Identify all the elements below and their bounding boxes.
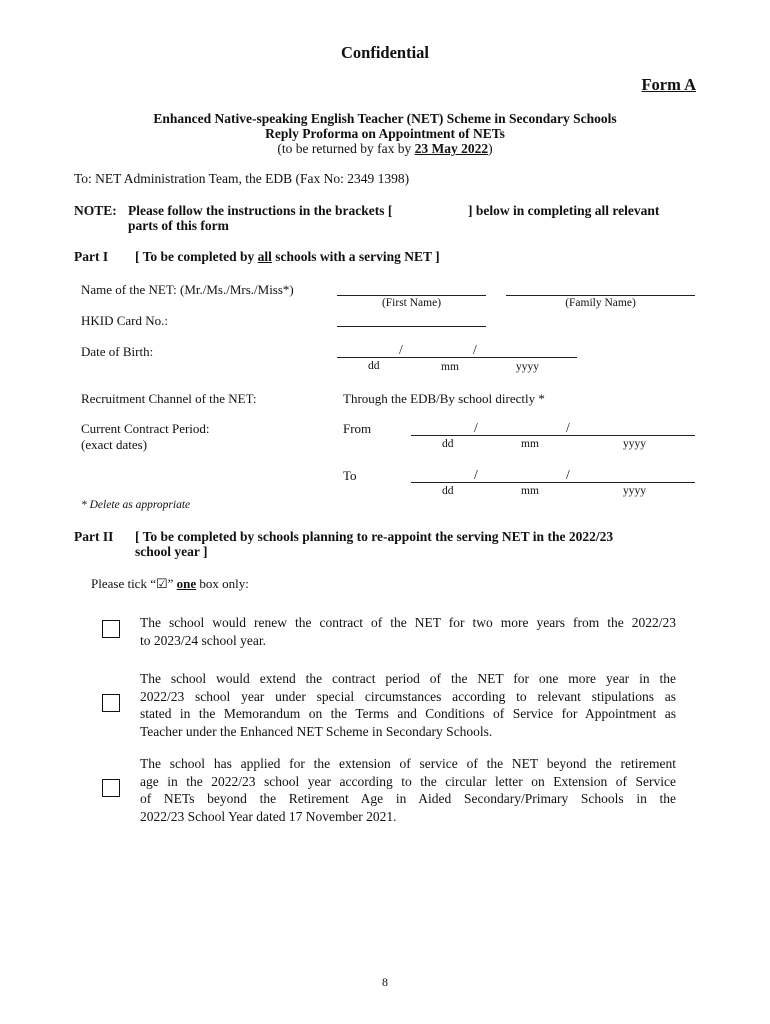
option-2-line-3: stated in the Memorandum on the Terms and Conditions of Service for Appointment as: [140, 706, 676, 721]
option-3-text: [140, 755, 676, 825]
dob-field[interactable]: [337, 357, 577, 358]
tick-instruction-em: one: [176, 576, 197, 591]
to-line: To: NET Administration Team, the EDB (Fax No: 2349 1398): [74, 171, 410, 186]
from-yyyy: yyyy: [623, 438, 646, 450]
option-3-line-2: age in the 2022/23 school year according to the circular letter on Extension of Service: [140, 773, 676, 789]
family-name-caption: (Family Name): [565, 297, 636, 309]
part1-heading: [135, 249, 440, 265]
to-yyyy: yyyy: [623, 485, 646, 497]
page-number: 8: [382, 975, 388, 989]
from-slash-2: /: [566, 420, 570, 435]
recruit-value[interactable]: Through the EDB/By school directly *: [343, 391, 545, 406]
first-name-field[interactable]: [337, 295, 486, 296]
to-slash-1: /: [474, 467, 478, 482]
contract-label: Current Contract Period:: [81, 421, 210, 436]
from-mm: mm: [521, 438, 539, 450]
option-2-line-4: Teacher under the Enhanced NET Scheme in Secondary Schools.: [140, 723, 493, 739]
note-text-a: Please follow the instructions in the brackets [: [128, 203, 393, 218]
from-date-field[interactable]: [411, 435, 695, 436]
to-mm: mm: [521, 485, 539, 497]
contract-sub: (exact dates): [81, 437, 148, 452]
option-2-line-1: The school would extend the contract period of the NET for one more year in the: [140, 671, 676, 686]
dob-dd: dd: [368, 360, 380, 372]
part1-label: Part I: [74, 249, 109, 264]
to-date-field[interactable]: [411, 482, 695, 483]
return-by-text: (to be returned by fax by: [277, 141, 415, 156]
part1-heading-em: all: [257, 249, 272, 264]
option-2-checkbox[interactable]: [102, 694, 120, 712]
option-3-line-1: The school has applied for the extension of service of the NET beyond the retirement: [140, 756, 676, 771]
option-1-text: [140, 614, 676, 649]
title-line-2: Reply Proforma on Appointment of NETs: [265, 126, 505, 141]
hkid-label: HKID Card No.:: [81, 313, 169, 328]
hkid-field[interactable]: [337, 326, 486, 327]
title-line-3: [0, 141, 770, 157]
confidential-heading: Confidential: [340, 43, 429, 62]
form-label: Form A: [641, 75, 696, 94]
from-slash-1: /: [474, 420, 478, 435]
dob-mm: mm: [441, 361, 459, 373]
option-2-text: [140, 670, 676, 740]
dob-slash-1: /: [399, 342, 403, 357]
part2-heading-line-1: [ To be completed by schools planning to re-appoint the serving NET in the 2022/23: [135, 529, 614, 544]
part1-heading-pre: [ To be completed by: [135, 249, 258, 264]
name-label: Name of the NET: (Mr./Ms./Mrs./Miss*): [81, 282, 294, 297]
tick-instruction-post: box only:: [196, 576, 249, 591]
return-date: 23 May 2022: [414, 141, 489, 156]
note-text-c: parts of this form: [128, 218, 229, 233]
family-name-field[interactable]: [506, 295, 695, 296]
recruit-label: Recruitment Channel of the NET:: [81, 391, 257, 406]
dob-yyyy: yyyy: [516, 361, 539, 373]
first-name-caption: (First Name): [381, 297, 442, 309]
option-3-checkbox[interactable]: [102, 779, 120, 797]
option-1-line-1: The school would renew the contract of the NET for two more years from the 2022/23: [140, 615, 676, 630]
tick-instruction-pre: Please tick “☑”: [91, 576, 177, 591]
option-3-line-3: of NETs beyond the Retirement Age in Aided Secondary/Primary Schools in the: [140, 791, 676, 806]
delete-note: * Delete as appropriate: [81, 499, 191, 511]
from-label: From: [343, 421, 372, 436]
note-text-b: ] below in completing all relevant: [468, 203, 660, 218]
from-dd: dd: [442, 438, 454, 450]
to-slash-2: /: [566, 467, 570, 482]
part2-label: Part II: [74, 529, 114, 544]
option-1-line-2: to 2023/24 school year.: [140, 632, 266, 648]
return-by-close: ): [488, 141, 493, 156]
dob-label: Date of Birth:: [81, 344, 154, 359]
option-1-checkbox[interactable]: [102, 620, 120, 638]
note-label: NOTE:: [74, 203, 117, 218]
tick-instruction: [91, 576, 249, 592]
dob-slash-2: /: [473, 342, 477, 357]
to-dd: dd: [442, 485, 454, 497]
title-line-1: Enhanced Native-speaking English Teacher (NET) Scheme in Secondary Schools: [153, 111, 617, 126]
part2-heading-line-2: school year ]: [135, 544, 208, 559]
option-2-line-2: 2022/23 school year under special circumstances according to relevant stipulations as: [140, 688, 676, 704]
option-3-line-4: 2022/23 School Year dated 17 November 2021.: [140, 808, 397, 824]
part1-heading-post: schools with a serving NET ]: [271, 249, 440, 264]
to-label: To: [343, 468, 357, 483]
